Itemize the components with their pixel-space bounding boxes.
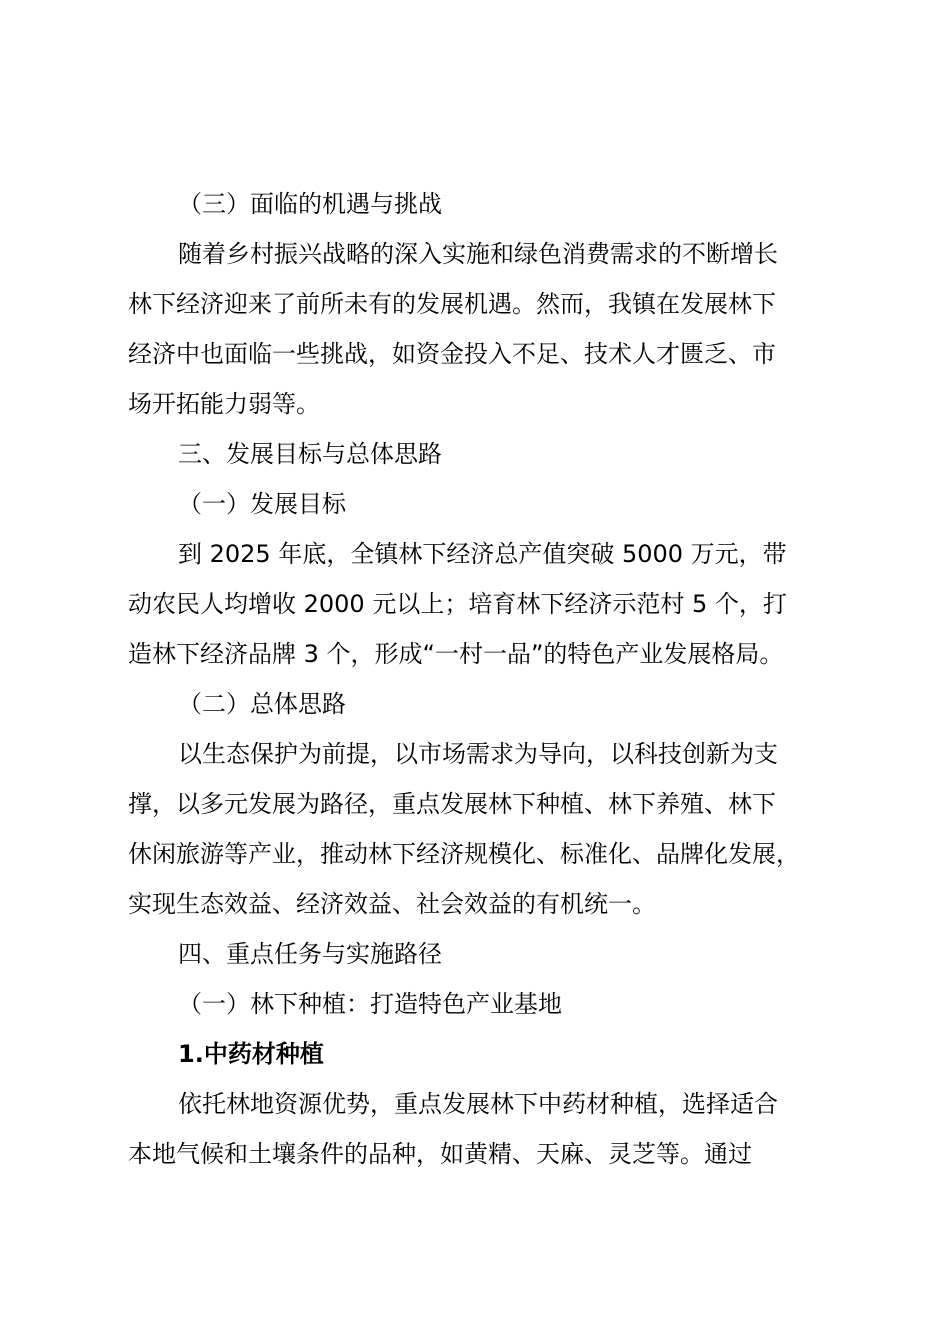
paragraph-line: 本地气候和土壤条件的品种，如黄精、天麻、灵芝等。通过 <box>128 1140 752 1168</box>
item-heading-herbal-medicine: 1.中药材种植 <box>178 1040 324 1068</box>
subsection-heading-forest-planting: （一）林下种植：打造特色产业基地 <box>178 990 562 1018</box>
section-heading-goals-approach: 三、发展目标与总体思路 <box>178 440 442 468</box>
paragraph-line: 到 2025 年底，全镇林下经济总产值突破 5000 万元，带 <box>178 540 787 568</box>
subsection-heading-approach: （二）总体思路 <box>178 690 346 718</box>
paragraph-line: 依托林地资源优势，重点发展林下中药材种植，选择适合 <box>178 1090 778 1118</box>
section-heading-key-tasks: 四、重点任务与实施路径 <box>178 940 442 968</box>
paragraph-line: 动农民人均增收 2000 元以上；培育林下经济示范村 5 个，打 <box>128 590 787 618</box>
paragraph-line: 林下经济迎来了前所未有的发展机遇。然而，我镇在发展林下 <box>128 290 776 318</box>
paragraph-line: 休闲旅游等产业，推动林下经济规模化、标准化、品牌化发展， <box>128 840 800 868</box>
paragraph-line: 以生态保护为前提，以市场需求为导向，以科技创新为支 <box>178 740 778 768</box>
paragraph-line: 经济中也面临一些挑战，如资金投入不足、技术人才匮乏、市 <box>128 340 776 368</box>
subsection-heading-goals: （一）发展目标 <box>178 490 346 518</box>
paragraph-line: 造林下经济品牌 3 个，形成“一村一品”的特色产业发展格局。 <box>128 640 784 668</box>
section-heading-opportunities-challenges: （三）面临的机遇与挑战 <box>178 190 442 218</box>
paragraph-line: 实现生态效益、经济效益、社会效益的有机统一。 <box>128 890 656 918</box>
paragraph-line: 撑，以多元发展为路径，重点发展林下种植、林下养殖、林下 <box>128 790 776 818</box>
paragraph-line: 场开拓能力弱等。 <box>128 390 320 418</box>
paragraph-line: 随着乡村振兴战略的深入实施和绿色消费需求的不断增长 <box>178 240 778 268</box>
